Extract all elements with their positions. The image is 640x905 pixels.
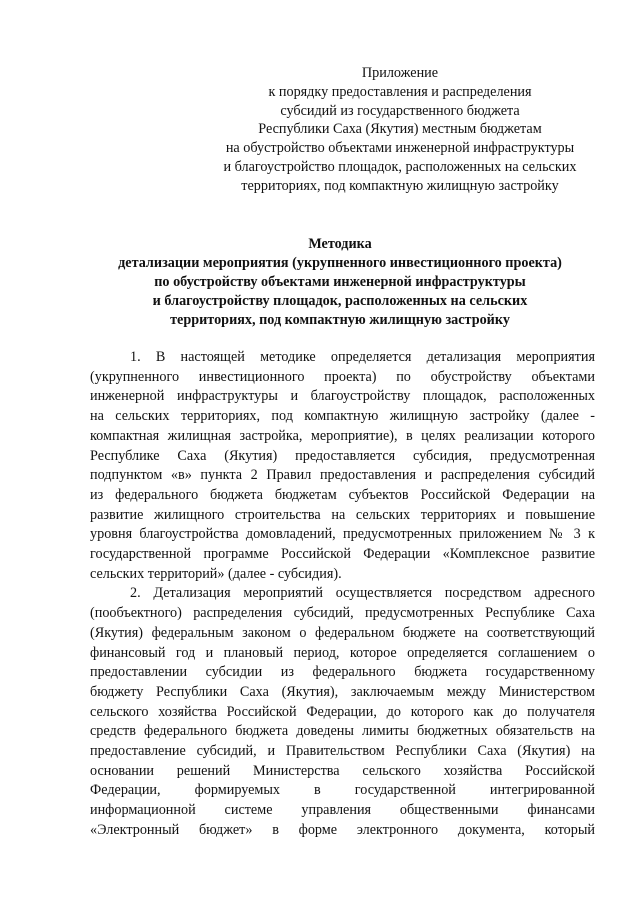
appendix-line: на обустройство объектами инженерной инфраструктуры: [225, 140, 575, 157]
text-line: финансовый год и плановый период, которое определяется соглашением о: [90, 644, 595, 661]
paragraph-2: [90, 584, 595, 840]
text-line: бюджету Республики Саха (Якутия), заключаемым между Министерством: [90, 683, 595, 700]
method-title: Методика: [308, 236, 372, 252]
method-heading: [60, 235, 620, 330]
appendix-title: Приложение: [361, 65, 439, 81]
text-line: уровня благоустройства домовладений, предусмотренных приложением № 3 к: [90, 526, 595, 543]
method-subtitle-line: детализации мероприятия (укрупненного инвестиционного проекта): [118, 255, 562, 271]
text-line: предоставление субсидий, и Правительством Республики Саха (Якутия) на: [90, 743, 595, 760]
text-line: предоставлении субсидии из федерального бюджета государственному: [90, 664, 595, 681]
text-line: «Электронный бюджет» в форме электронного документа, который: [90, 821, 595, 838]
appendix-line: территориях, под компактную жилищную застройку: [241, 177, 559, 194]
appendix-line: и благоустройство площадок, расположенных на сельских: [223, 158, 577, 175]
text-line: на сельских территориях, под компактную жилищную застройку (далее -: [90, 408, 595, 425]
method-subtitle-line: территориях, под компактную жилищную застройку: [170, 312, 510, 328]
paragraph-1: [90, 348, 595, 584]
appendix-line: Республики Саха (Якутия) местным бюджетам: [258, 121, 542, 138]
text-line: компактная жилищная застройка, мероприятие), в целях реализации которого: [90, 427, 595, 444]
text-line: основании решений Министерства сельского хозяйства Российской: [90, 762, 595, 779]
text-line: Федерации, формируемых в государственной интегрированной: [90, 782, 595, 799]
text-line: (Якутия) федеральным законом о федеральном бюджете на соответствующий: [90, 624, 595, 641]
document-body: [90, 348, 595, 841]
text-line: из федерального бюджета бюджетам субъектов Российской Федерации на: [90, 486, 595, 503]
text-line: (укрупненного инвестиционного проекта) по обустройству объектами: [90, 368, 595, 385]
text-line: сельского хозяйства Российской Федерации, до которого как до получателя: [90, 703, 595, 720]
appendix-header: [200, 64, 600, 196]
text-line: информационной системе управления общественными финансами: [90, 802, 595, 819]
appendix-line: субсидий из государственного бюджета: [280, 102, 520, 119]
text-line: 1. В настоящей методике определяется детализация мероприятия: [130, 349, 595, 365]
text-line: инженерной инфраструктуры и благоустройству площадок, расположенных: [90, 388, 595, 405]
text-line: Республике Саха (Якутия) предоставляется субсидия, предусмотренная: [90, 447, 595, 464]
text-line: 2. Детализация мероприятий осуществляется посредством адресного: [130, 585, 595, 602]
text-line: государственной программе Российской Федерации «Комплексное развитие: [90, 546, 595, 563]
appendix-line: к порядку предоставления и распределения: [268, 83, 532, 100]
text-line: средств федерального бюджета доведены лимиты бюджетных обязательств на: [90, 723, 595, 740]
method-subtitle-line: по обустройству объектами инженерной инфраструктуры: [154, 274, 526, 290]
text-line: подпунктом «в» пункта 2 Правил предоставления и распределения субсидий: [90, 467, 595, 484]
text-line: (пообъектного) распределения субсидий, предусмотренных Республике Саха: [90, 605, 595, 622]
method-subtitle-line: и благоустройству площадок, расположенных на сельских: [152, 293, 528, 309]
text-line: развитие жилищного строительства на сельских территориях и повышение: [90, 506, 595, 523]
text-line: сельских территорий» (далее - субсидия).: [90, 565, 342, 582]
